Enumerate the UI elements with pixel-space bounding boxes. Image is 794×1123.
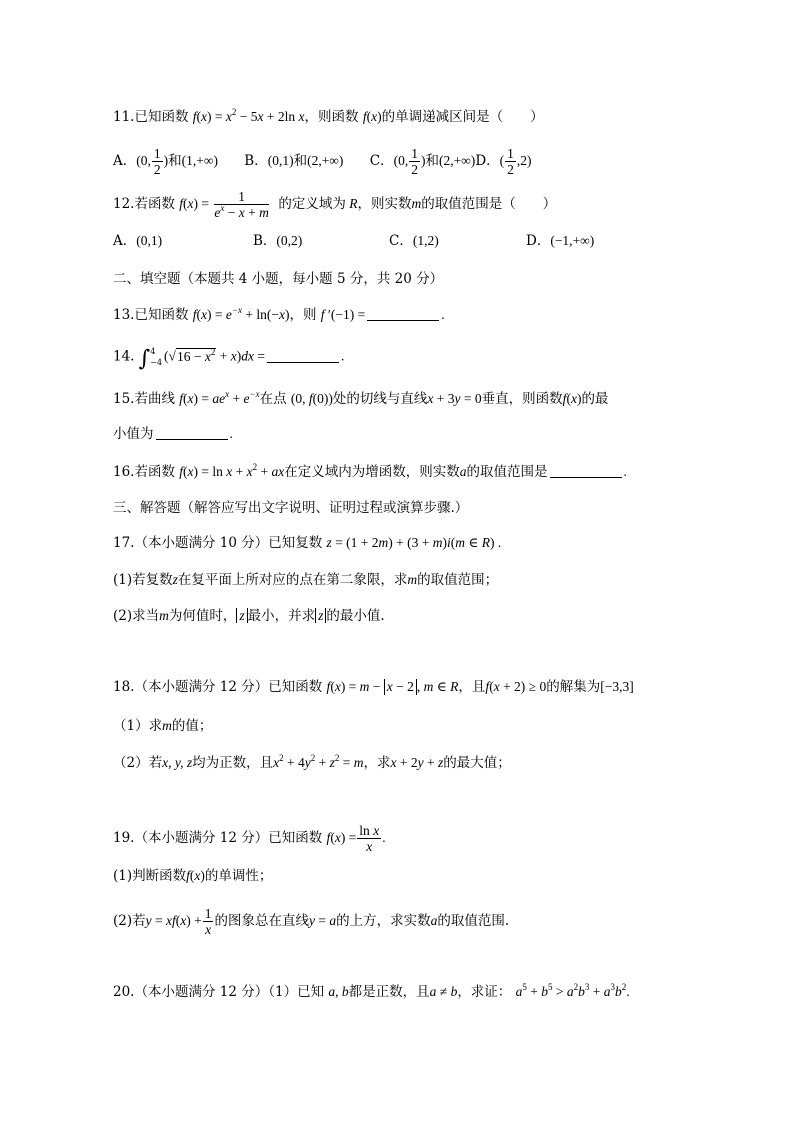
question-15: 15.若曲线 $f(x) = ae^x + e^{-x}$在点 (0, f(0))处的切线与直线x + 3y = 0垂直，则函数f(x)的最: [113, 389, 609, 407]
question-11-options: [113, 146, 532, 177]
question-text: 小值为: [113, 426, 154, 442]
question-number: 18.: [113, 679, 135, 695]
question-text: 已知函数: [134, 109, 189, 125]
question-text: 处的切线与直线: [332, 391, 428, 407]
question-text: 已知函数: [134, 307, 189, 323]
section-heading: 二、填空题（本题共 4 小题，每小题 5 分，共 20 分）: [113, 271, 444, 287]
question-16: 16.若函数 $f(x) = \ln x + x^2$ + ax在定义域内为增函数，则实数a的取值范围是 .: [113, 462, 627, 480]
option-b: B．(0,2): [253, 233, 303, 249]
question-20: 20.（本小题满分 12 分）（1）已知 a, b都是正数，且a ≠ b，求证： $a^5 + b^5 > a^2b^3 + a^3b^2$.: [113, 982, 630, 1000]
question-text: 若曲线: [134, 391, 175, 407]
question-number: 19.: [113, 830, 135, 846]
fraction: $\frac{1}{e^x - x + m}$: [214, 189, 269, 220]
question-text: （本小题满分 12 分）已知函数: [134, 679, 323, 695]
question-12: 12.若函数 f(x) = $\frac{1}{e^x - x + m}$ 的定义域为 R，则实数m的取值范围是（ ）: [113, 189, 557, 220]
option-d: D．( $\frac{1}{2}$ ,2): [475, 146, 532, 177]
question-18-part-1: （1）求m的值；: [113, 718, 213, 734]
question-text: 的定义域为: [278, 196, 346, 212]
option-b: B．(0,1)和(2,+∞): [244, 153, 344, 169]
question-18-part-2: （2）若x, y, z均为正数，且$x^2 + 4y^2 + z^2 = m$，求x + 2y + z的最大值；: [113, 753, 511, 771]
option-a: A．(0,1): [113, 233, 163, 249]
option-c: C．(0, $\frac{1}{2}$ )和(2,+∞): [369, 146, 476, 177]
question-text: 的最: [581, 391, 609, 407]
question-text: （本小题满分 12 分）（1）已知: [134, 984, 325, 1000]
question-text: 垂直，则函数: [481, 391, 563, 407]
question-number: 11.: [113, 109, 135, 125]
answer-blank: [156, 425, 228, 440]
question-number: 16.: [113, 464, 135, 480]
question-number: 12.: [113, 196, 135, 212]
question-14: 14. ∫ 4 −4 $(√16 - x^2 + x)dx$ = .: [113, 346, 345, 372]
question-17: 17.（本小题满分 10 分）已知复数 z = (1 + 2m) + (3 + m)i(m ∈ R) .: [113, 535, 502, 551]
question-19: 19.（本小题满分 12 分）已知函数 f(x) = $\frac{\text{ln x}}{x}$ .: [113, 823, 386, 854]
question-19-part-2: (2)若y = xf(x) + $\frac{1}{x}$ 的图象总在直线y = a的上方，求实数a的取值范围.: [113, 906, 510, 937]
question-text: 若函数: [134, 464, 175, 480]
question-text: ，则函数: [304, 109, 359, 125]
question-number: 17.: [113, 535, 135, 551]
question-text: 的取值范围是（ ）: [421, 196, 557, 212]
question-text: 在定义域内为增函数，则实数: [284, 464, 460, 480]
question-number: 13.: [113, 307, 135, 323]
question-text: ，则: [289, 307, 317, 323]
question-text: （本小题满分 12 分）已知函数: [134, 830, 323, 846]
option-c: C．(1,2): [389, 233, 439, 249]
question-19-part-1: (1)判断函数f(x)的单调性；: [113, 868, 273, 884]
question-15-cont: 小值为 .: [113, 426, 233, 442]
question-17-part-1: (1)若复数z在复平面上所对应的点在第二象限，求m的取值范围；: [113, 572, 499, 588]
question-number: 14.: [113, 348, 135, 365]
answer-blank: [367, 306, 439, 321]
question-13: 13.已知函数 $f(x) = e^{-x} + \ln(-x)$，则 f ′(−1) = .: [113, 305, 445, 323]
answer-blank: [550, 463, 622, 478]
question-18: 18.（本小题满分 12 分）已知函数 f(x) = m − x − 2 , m ∈ R，且f(x + 2) ≥ 0的解集为[−3,3]: [113, 679, 634, 695]
question-number: 20.: [113, 984, 135, 1000]
option-a: A．(0, $\frac{1}{2}$ )和(1,+∞): [113, 146, 218, 177]
question-11: 11.已知函数 $f(x) = x^2 - 5x + 2\ln$ x，则函数 f(x)的单调递减区间是（ ）: [113, 107, 544, 125]
question-text: 的单调递减区间是（ ）: [381, 109, 544, 125]
question-text: 若函数: [134, 196, 175, 212]
question-text: 的取值范围是: [466, 464, 548, 480]
question-text: 在点: [259, 391, 287, 407]
question-text: （本小题满分 10 分）已知复数: [134, 535, 323, 551]
section-heading: 三、解答题（解答应写出文字说明、证明过程或演算步骤.）: [113, 500, 469, 516]
question-number: 15.: [113, 391, 135, 407]
question-17-part-2: (2)求当m为何值时， z 最小，并求 z 的最小值.: [113, 608, 385, 624]
option-d: D．(−1,+∞): [526, 233, 595, 249]
answer-blank: [267, 348, 339, 363]
question-text: ，则实数: [357, 196, 412, 212]
